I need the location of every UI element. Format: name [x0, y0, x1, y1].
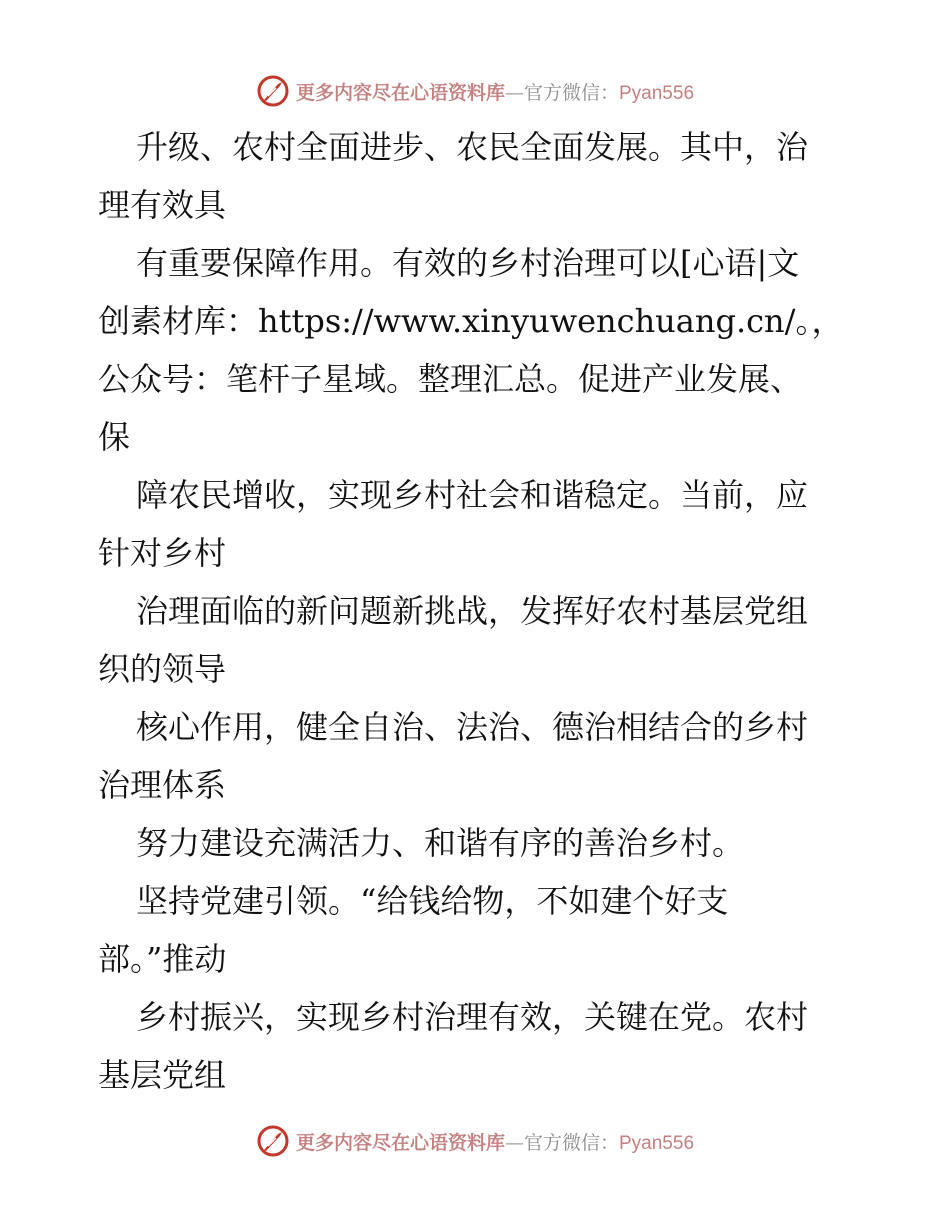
- text-line: 坚持党建引领。“给钱给物，不如建个好支: [136, 882, 729, 920]
- text-line: 有重要保障作用。有效的乡村治理可以[心语|文: [136, 244, 800, 282]
- text-line: 基层党组: [98, 1056, 227, 1094]
- text-line: 治理面临的新问题新挑战，发挥好农村基层党组: [136, 592, 809, 630]
- footer-banner-text: [296, 1128, 694, 1155]
- footer-banner: [0, 1121, 950, 1161]
- text-line: 公众号：笔杆子星域。整理汇总。促进产业发展、: [98, 360, 803, 398]
- footer-banner-prefix: 更多内容尽在心语资料库: [295, 1131, 505, 1154]
- footer-wechat-label: 官方微信：: [523, 1131, 619, 1154]
- header-banner-text: [296, 78, 694, 105]
- text-line: 努力建设充满活力、和谐有序的善治乡村。: [136, 824, 745, 862]
- header-banner: [0, 71, 950, 111]
- footer-wechat-id: Pyan556: [619, 1132, 695, 1154]
- header-banner-separator: —: [504, 81, 524, 104]
- text-line: 部。”推动: [98, 940, 227, 978]
- header-wechat-label: 官方微信：: [523, 81, 619, 104]
- text-line: 障农民增收，实现乡村社会和谐稳定。当前，应: [136, 476, 809, 514]
- footer-banner-separator: —: [504, 1131, 524, 1154]
- text-line: 织的领导: [98, 650, 227, 688]
- text-line: 保: [98, 418, 131, 456]
- quill-logo-icon: [256, 74, 290, 108]
- header-wechat-id: Pyan556: [619, 82, 695, 104]
- text-line: 针对乡村: [98, 534, 227, 572]
- header-banner-inner: [256, 74, 694, 108]
- text-line: 创素材库：https://www.xinyuwenchuang.cn/。，: [98, 302, 844, 340]
- text-line: 核心作用，健全自治、法治、德治相结合的乡村: [136, 708, 809, 746]
- text-line: 理有效具: [98, 186, 227, 224]
- text-line: 升级、农村全面进步、农民全面发展。其中，治: [136, 128, 809, 166]
- header-banner-prefix: 更多内容尽在心语资料库: [295, 81, 505, 104]
- text-line: 治理体系: [98, 766, 227, 804]
- footer-banner-inner: [256, 1124, 694, 1158]
- text-line: 乡村振兴，实现乡村治理有效，关键在党。农村: [136, 998, 809, 1036]
- document-body: [98, 118, 888, 1104]
- quill-logo-icon: [256, 1124, 290, 1158]
